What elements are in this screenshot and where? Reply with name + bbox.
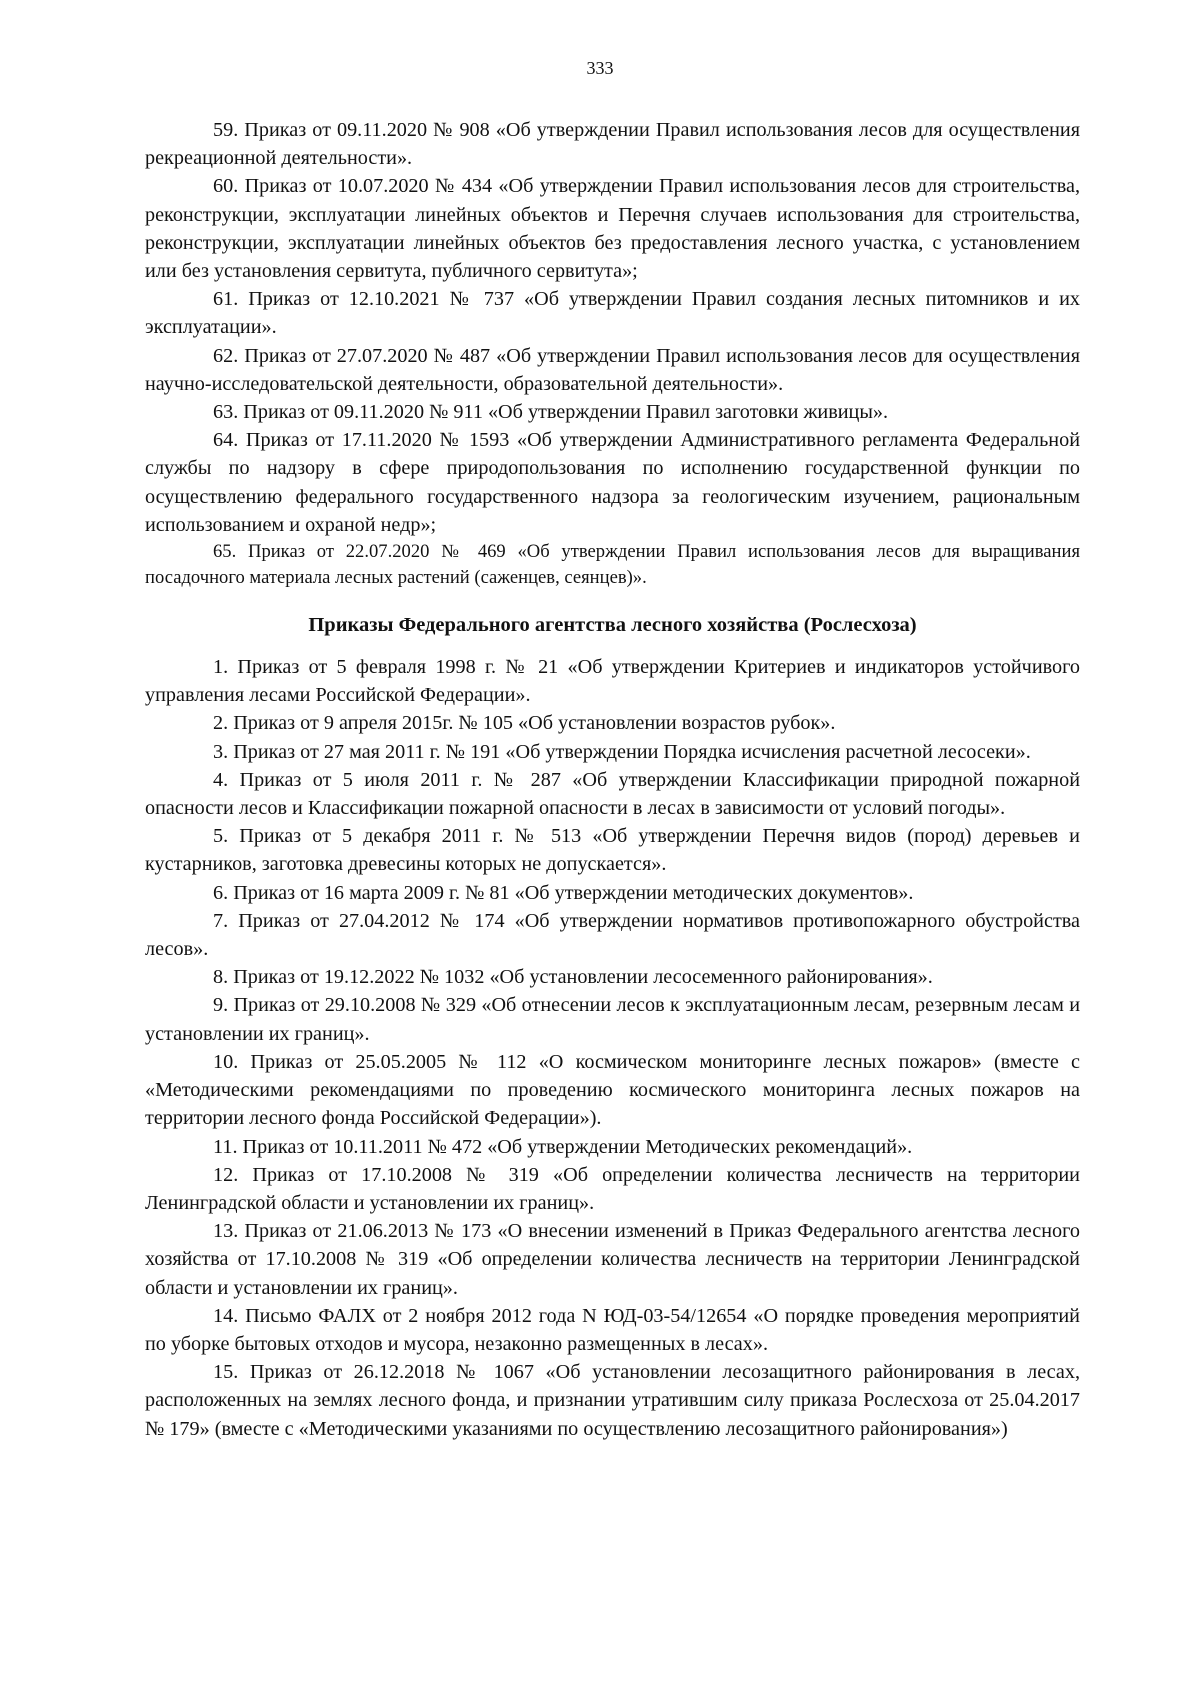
list-item: 65. Приказ от 22.07.2020 № 469 «Об утверждении Правил использования лесов для выращивания посадочного материала лесных растений (саженцев, сеянцев)». <box>145 541 1080 589</box>
list-item: 13. Приказ от 21.06.2013 № 173 «О внесении изменений в Приказ Федерального агентства лесного хозяйства от 17.10.2008 № 319 «Об определении количества лесничеств на территории Ленинградской области и установлении их границ». <box>145 1220 1080 1299</box>
list-item: 7. Приказ от 27.04.2012 № 174 «Об утверждении нормативов противопожарного обустройства лесов». <box>145 909 1080 961</box>
rosleskhoz-orders-list <box>145 653 1080 1443</box>
list-item: 6. Приказ от 16 марта 2009 г. № 81 «Об утверждении методических документов». <box>213 881 914 904</box>
list-item: 9. Приказ от 29.10.2008 № 329 «Об отнесении лесов к эксплуатационным лесам, резервным лесам и установлении их границ». <box>145 994 1080 1045</box>
list-item: 11. Приказ от 10.11.2011 № 472 «Об утверждении Методических рекомендаций». <box>213 1135 913 1158</box>
list-item: 1. Приказ от 5 февраля 1998 г. № 21 «Об утверждении Критериев и индикаторов устойчивого управления лесами Российской Федерации». <box>145 656 1080 707</box>
page-number: 333 <box>586 58 614 78</box>
list-item: 62. Приказ от 27.07.2020 № 487 «Об утверждении Правил использования лесов для осуществления научно-исследовательской деятельности, образовательной деятельности». <box>145 344 1080 395</box>
list-item: 61. Приказ от 12.10.2021 № 737 «Об утверждении Правил создания лесных питомников и их эксплуатации». <box>145 288 1080 339</box>
list-item: 64. Приказ от 17.11.2020 № 1593 «Об утверждении Административного регламента Федеральной службы по надзору в сфере природопользования по исполнению государственной функции по осуществлению федерального государственного надзора за геологическим изучением, рациональным использованием и охраной недр»; <box>145 429 1080 536</box>
list-item: 8. Приказ от 19.12.2022 № 1032 «Об установлении лесосеменного районирования». <box>213 966 933 989</box>
list-item: 10. Приказ от 25.05.2005 № 112 «О космическом мониторинге лесных пожаров» (вместе с «Методическими рекомендациями по проведению космического мониторинга лесных пожаров на территории лесного фонда Российской Федерации»). <box>145 1050 1080 1130</box>
list-item: 3. Приказ от 27 мая 2011 г. № 191 «Об утверждении Порядка исчисления расчетной лесосеки». <box>213 740 1031 763</box>
list-item: 2. Приказ от 9 апреля 2015г. № 105 «Об установлении возрастов рубок». <box>213 712 836 735</box>
list-item: 15. Приказ от 26.12.2018 № 1067 «Об установлении лесозащитного районирования в лесах, расположенных на землях лесного фонда, и признании утратившим силу приказа Рослесхоза от 25.04.2017 № 179» (вместе с «Методическими указаниями по осуществлению лесозащитного районирования») <box>145 1361 1080 1440</box>
list-item: 5. Приказ от 5 декабря 2011 г. № 513 «Об утверждении Перечня видов (пород) деревьев и кустарников, заготовка древесины которых не допускается». <box>145 825 1080 876</box>
list-item: 14. Письмо ФАЛХ от 2 ноября 2012 года N ЮД-03-54/12654 «О порядке проведения мероприятий по уборке бытовых отходов и мусора, незаконно размещенных в лесах». <box>145 1304 1080 1355</box>
list-item: 63. Приказ от 09.11.2020 № 911 «Об утверждении Правил заготовки живицы». <box>213 401 889 424</box>
list-item: 60. Приказ от 10.07.2020 № 434 «Об утверждении Правил использования лесов для строительства, реконструкции, эксплуатации линейных объектов и Перечня случаев использования для строительства, реконструкции, эксплуатации линейных объектов без предоставления лесного участка, с установлением или без установления сервитута, публичного сервитута»; <box>145 175 1080 283</box>
list-item: 4. Приказ от 5 июля 2011 г. № 287 «Об утверждении Классификации природной пожарной опасности лесов и Классификации пожарной опасности в лесах в зависимости от условий погоды». <box>145 768 1080 820</box>
list-item: 12. Приказ от 17.10.2008 № 319 «Об определении количества лесничеств на территории Ленинградской области и установлении их границ». <box>145 1163 1080 1214</box>
list-item: 59. Приказ от 09.11.2020 № 908 «Об утверждении Правил использования лесов для осуществления рекреационной деятельности». <box>145 119 1080 170</box>
orders-list-continued <box>145 116 1080 591</box>
page-content <box>145 116 1080 1443</box>
section-heading: Приказы Федерального агентства лесного хозяйства (Рослесхоза) <box>308 614 917 637</box>
